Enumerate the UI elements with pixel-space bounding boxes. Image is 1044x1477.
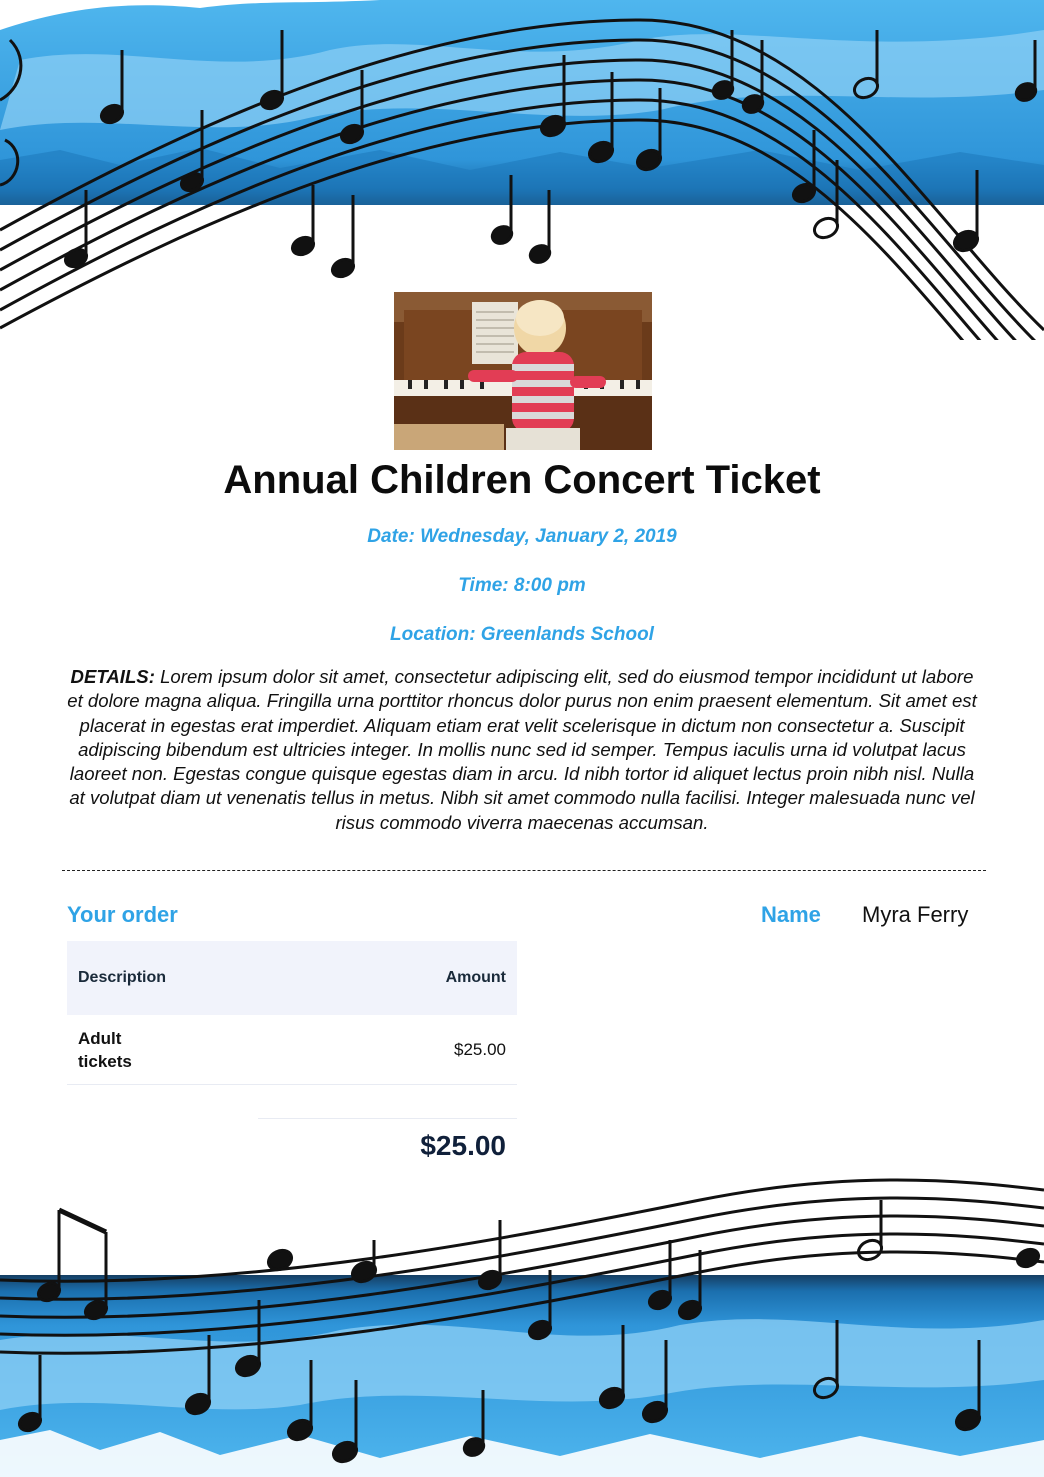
table-row [67,1015,517,1085]
music-staff-top-decoration [0,0,1044,340]
details-label: DETAILS: [70,666,155,687]
customer-name-value: Myra Ferry [862,902,969,927]
order-total: $25.00 [420,1130,506,1161]
event-location: Location: Greenlands School [390,624,654,645]
event-date: Date: Wednesday, January 2, 2019 [367,526,677,547]
column-header-description: Description [78,969,167,986]
dashed-divider [62,870,986,871]
music-staff-bottom-decoration [0,1140,1044,1477]
event-time: Time: 8:00 pm [458,575,586,596]
column-header-amount: Amount [445,969,506,986]
customer-name-label: Name [761,902,821,927]
table-header [67,941,517,1015]
total-separator [258,1118,517,1119]
row-amount: $25.00 [454,1039,506,1059]
order-heading: Your order [67,902,178,927]
row-description: Adult tickets [78,1028,132,1071]
details-text: Lorem ipsum dolor sit amet, consectetur adipiscing elit, sed do eiusmod tempor incididunt ut labore et dolore magna aliqua. Fringilla urna porttitor rhoncus dolor purus non enim praesent elementum. Sit amet est placerat in egestas erat imperdiet. Aliquam etiam erat velit scelerisque in dictum non consectetur a. Suscipit adipiscing bibendum est ultricies integer. In mollis nunc sed id semper. Tempus iaculis urna id volutpat lacus laoreet non. Egestas congue quisque egestas diam in arcu. Id nibh tortor id aliquet lectus proin nibh nisl. Nulla at volutpat diam ut venenatis tellus in metus. Nibh sit amet commodo nulla facilisi. Integer malesuada nunc vel risus commodo viverra maecenas accumsan. [67,666,977,833]
order-table [67,941,517,1085]
child-piano-photo [394,292,652,450]
event-details [66,665,978,835]
ticket-title: Annual Children Concert Ticket [223,458,821,502]
